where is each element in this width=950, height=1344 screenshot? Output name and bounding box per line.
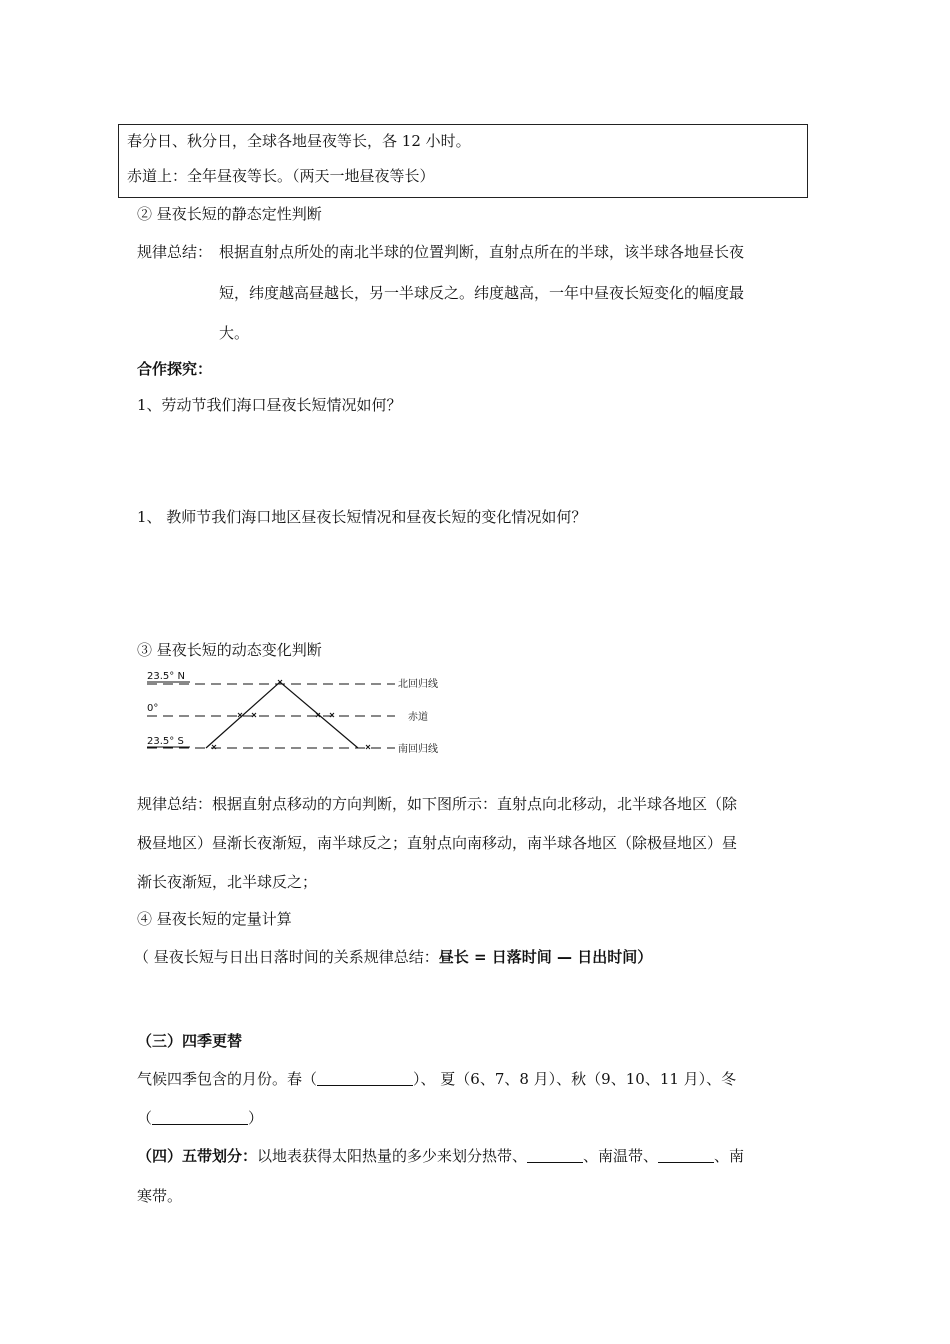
lat-north-label: 23.5° N — [147, 671, 185, 682]
dynamic-rule-line-1: 规律总结：根据直射点移动的方向判断，如下图所示：直射点向北移动，北半球各地区（除 — [137, 795, 738, 813]
dynamic-rule-line-3: 渐长夜渐短，北半球反之； — [137, 873, 318, 891]
zones-line-1-b: 、南温带、 — [583, 1147, 659, 1165]
seasons-line-1 — [137, 1068, 736, 1089]
seasons-line-1-a: 气候四季包含的月份。春（ — [137, 1070, 318, 1088]
spring-blank[interactable] — [317, 1071, 413, 1086]
zones-heading: （四）五带划分： — [137, 1147, 258, 1165]
static-rule-line-2: 短，纬度越高昼越长，另一半球反之。纬度越高，一年中昼夜长短变化的幅度最 — [219, 284, 745, 302]
seasons-heading: （三）四季更替 — [137, 1032, 243, 1050]
zones-line-2: 寒带。 — [137, 1187, 183, 1205]
zones-line-1 — [137, 1145, 744, 1166]
static-rule-label: 规律总结： — [137, 243, 213, 261]
tropic-north-name: 北回归线 — [398, 679, 438, 690]
quant-formula — [134, 946, 652, 967]
tropic-south-name: 南回归线 — [398, 744, 438, 755]
static-heading: ② 昼夜长短的静态定性判断 — [137, 205, 322, 223]
lat-equator-label: 0° — [147, 703, 159, 714]
seasons-line-2 — [137, 1107, 263, 1128]
coop-question-2: 1、 教师节我们海口地区昼夜长短情况和昼夜长短的变化情况如何？ — [137, 508, 587, 526]
static-rule-line-1: 根据直射点所处的南北半球的位置判断，直射点所在的半球，该半球各地昼长夜 — [219, 243, 745, 261]
box-line-1: 春分日、秋分日，全球各地昼夜等长，各 12 小时。 — [127, 132, 471, 150]
box-line-2: 赤道上：全年昼夜等长。（两天一地昼夜等长） — [127, 167, 435, 185]
quant-formula-prefix: （ 昼夜长短与日出日落时间的关系规律总结： — [134, 948, 439, 966]
zones-line-1-c: 、南 — [714, 1147, 745, 1165]
seasons-line-2-b: ） — [248, 1109, 264, 1127]
coop-question-1: 1、劳动节我们海口昼夜长短情况如何？ — [137, 396, 402, 414]
dynamic-rule-line-2: 极昼地区）昼渐长夜渐短，南半球反之；直射点向南移动，南半球各地区（除极昼地区）昼 — [137, 834, 738, 852]
static-rule-line-3: 大。 — [219, 324, 250, 342]
north-frigid-blank[interactable] — [658, 1148, 714, 1163]
subsolar-point-diagram — [140, 668, 480, 760]
zones-line-1-a: 以地表获得太阳热量的多少来划分热带、 — [257, 1147, 528, 1165]
north-temperate-blank[interactable] — [527, 1148, 583, 1163]
lat-south-label: 23.5° S — [147, 736, 184, 747]
dynamic-heading: ③ 昼夜长短的动态变化判断 — [137, 641, 322, 659]
seasons-line-2-a: （ — [137, 1109, 153, 1127]
equator-name: 赤道 — [408, 712, 428, 723]
seasons-line-1-b: ）、 夏（6、7、8 月）、秋（9、10、11 月）、冬 — [413, 1070, 737, 1088]
winter-blank[interactable] — [152, 1110, 248, 1125]
quant-heading: ④ 昼夜长短的定量计算 — [137, 910, 292, 928]
quant-formula-bold: 昼长 = 日落时间 — 日出时间） — [438, 948, 653, 966]
subsolar-path — [206, 682, 358, 748]
coop-heading: 合作探究： — [137, 360, 213, 378]
